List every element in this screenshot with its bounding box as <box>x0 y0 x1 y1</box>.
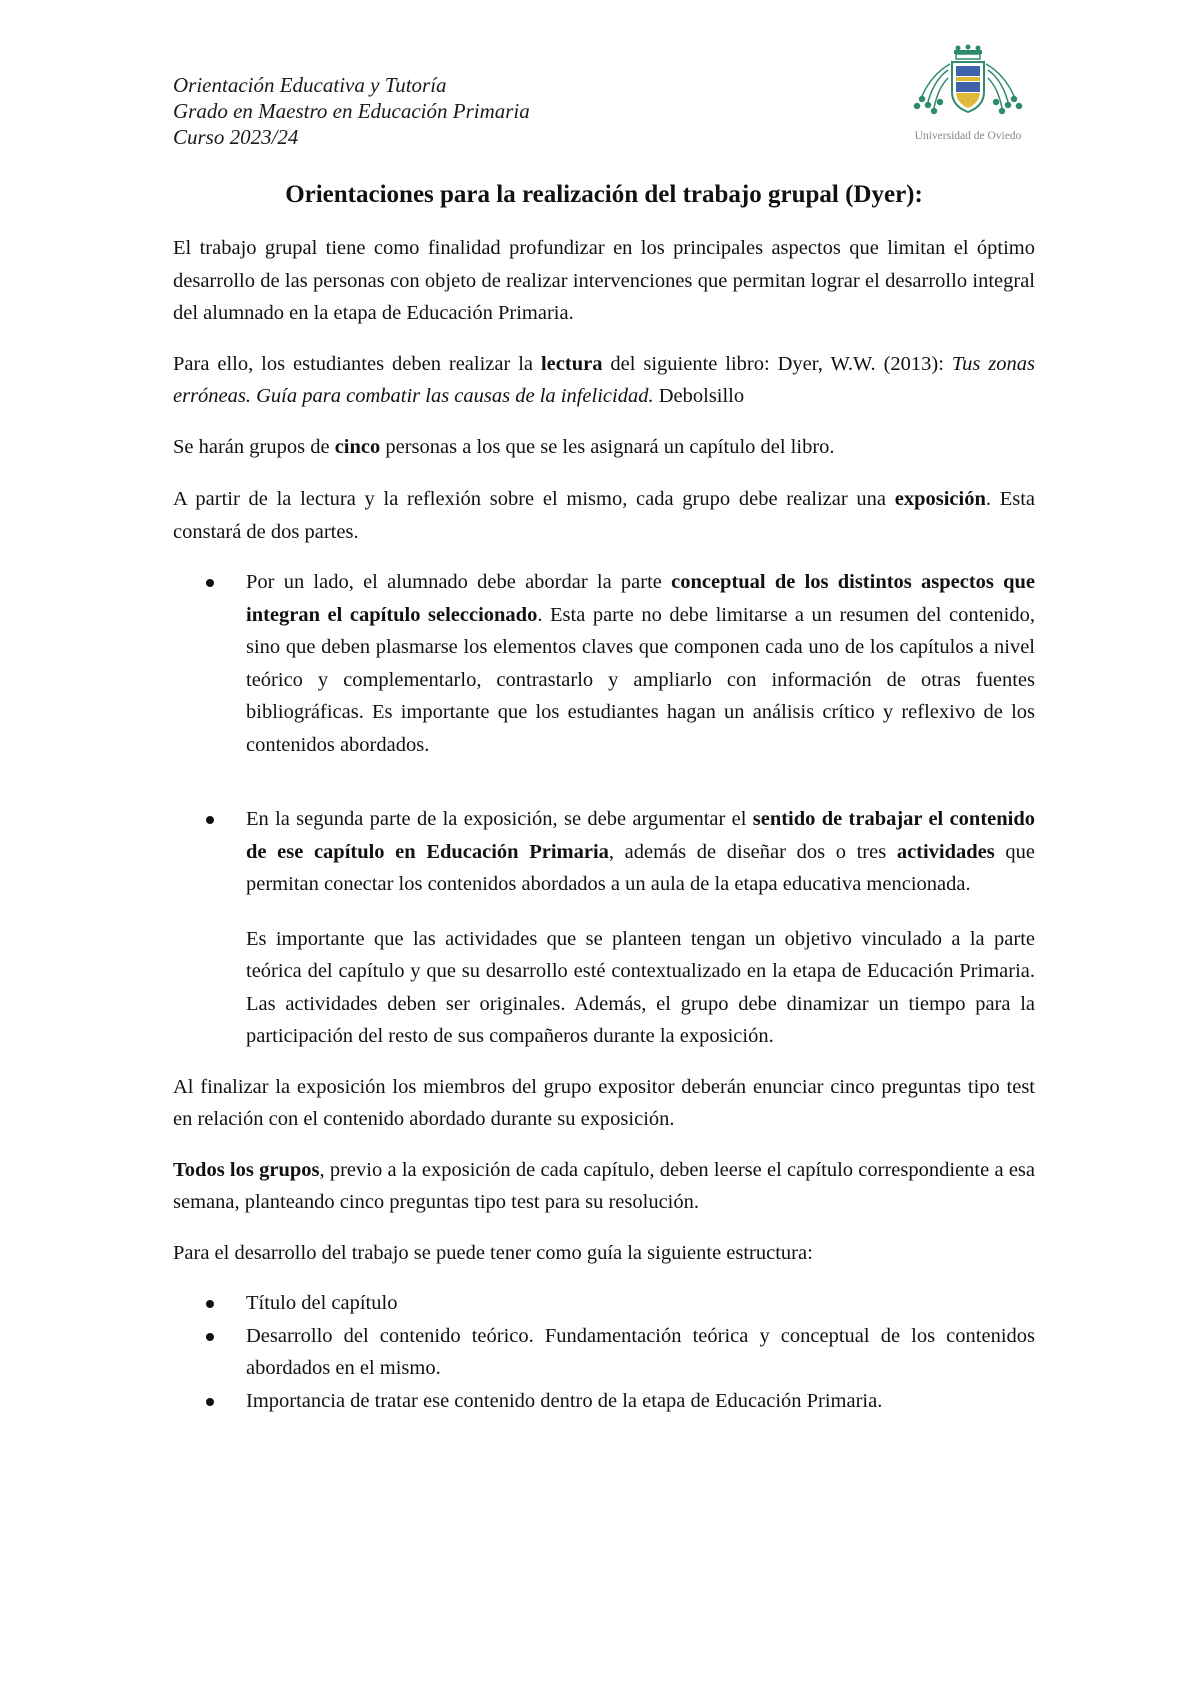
document-body <box>173 178 1035 1417</box>
header-subject: Orientación Educativa y Tutoría <box>173 73 447 97</box>
course-header <box>173 72 530 150</box>
crown-icon <box>954 45 982 60</box>
list-item: Desarrollo del contenido teórico. Fundamentación teórica y conceptual de los contenidos abordados en el mismo. <box>173 1320 1035 1385</box>
emphasis-lectura: lectura <box>540 352 603 375</box>
university-name: Universidad de Oviedo <box>914 130 1022 142</box>
structure-list <box>173 1287 1035 1417</box>
paragraph-purpose: El trabajo grupal tiene como finalidad profundizar en los principales aspectos que limitan el óptimo desarrollo de las personas con objeto de realizar intervenciones que permitan lograr el desarrollo integral del alumnado en la etapa de Educación Primaria. <box>173 237 1035 324</box>
header-degree: Grado en Maestro en Educación Primaria <box>173 99 530 123</box>
paragraph-groups: Se harán grupos de cinco personas a los que se les asignará un capítulo del libro. <box>173 435 835 458</box>
tassels-right-icon <box>986 64 1022 114</box>
tassels-left-icon <box>915 64 951 114</box>
list-item: Título del capítulo <box>173 1287 1035 1320</box>
emphasis-exposicion: exposición <box>894 488 986 510</box>
paragraph-structure-intro: Para el desarrollo del trabajo se puede tener como guía la siguiente estructura: <box>173 1241 813 1264</box>
paragraph-final-questions: Al finalizar la exposición los miembros del grupo expositor deberán enunciar cinco preguntas tipo test en relación con el contenido abordado durante su exposición. <box>173 1075 1035 1130</box>
document-title: Orientaciones para la realización del trabajo grupal (Dyer): <box>285 181 923 208</box>
paragraph-reading: Para ello, los estudiantes deben realizar la lectura del siguiente libro: Dyer, W.W. (2013): Tus zonas erróneas. Guía para combatir las causas de la infelicidad. Debolsillo <box>173 352 1035 407</box>
paragraph-all-groups: Todos los grupos, previo a la exposición de cada capítulo, deben leerse el capítulo correspondiente a esa semana, planteando cinco preguntas tipo test para su resolución. <box>173 1158 1035 1213</box>
book-title: Tus zonas erróneas. Guía para combatir las causas de la infelicidad. <box>173 352 1035 407</box>
header-course: Curso 2023/24 <box>173 125 299 149</box>
paragraph-exposition: A partir de la lectura y la reflexión sobre el mismo, cada grupo debe realizar una exposición. Esta constará de dos partes. <box>173 488 1035 543</box>
shield-icon <box>952 62 984 112</box>
paragraph-activities-note: Es importante que las actividades que se planteen tengan un objetivo vinculado a la parte teórica del capítulo y que su desarrollo esté contextualizado en la etapa de Educación Primaria. Las actividades deben ser originales. Además, el grupo debe dinamizar un tiempo para la participación del resto de sus compañeros durante la exposición. <box>246 927 1035 1047</box>
emphasis-todos-los-grupos: Todos los grupos <box>173 1158 320 1181</box>
list-item: Importancia de tratar ese contenido dentro de la etapa de Educación Primaria. <box>173 1385 1035 1418</box>
list-item: Por un lado, el alumnado debe abordar la parte conceptual de los distintos aspectos que integran el capítulo seleccionado. Esta parte no debe limitarse a un resumen del contenido, sino que deben plasmarse los elementos claves que componen cada uno de los capítulos a nivel teórico y complementarlo, contrastarlo y ampliarlo con información de otras fuentes bibliográficas. Es importante que los estudiantes hagan un análisis crítico y reflexivo de los contenidos abordados. <box>173 566 1035 761</box>
exposition-parts-list <box>173 566 1035 901</box>
list-item: En la segunda parte de la exposición, se debe argumentar el sentido de trabajar el contenido de ese capítulo en Educación Primaria, además de diseñar dos o tres actividades que permitan conectar los contenidos abordados a un aula de la etapa educativa mencionada. <box>173 803 1035 901</box>
emphasis-cinco: cinco <box>334 435 381 458</box>
